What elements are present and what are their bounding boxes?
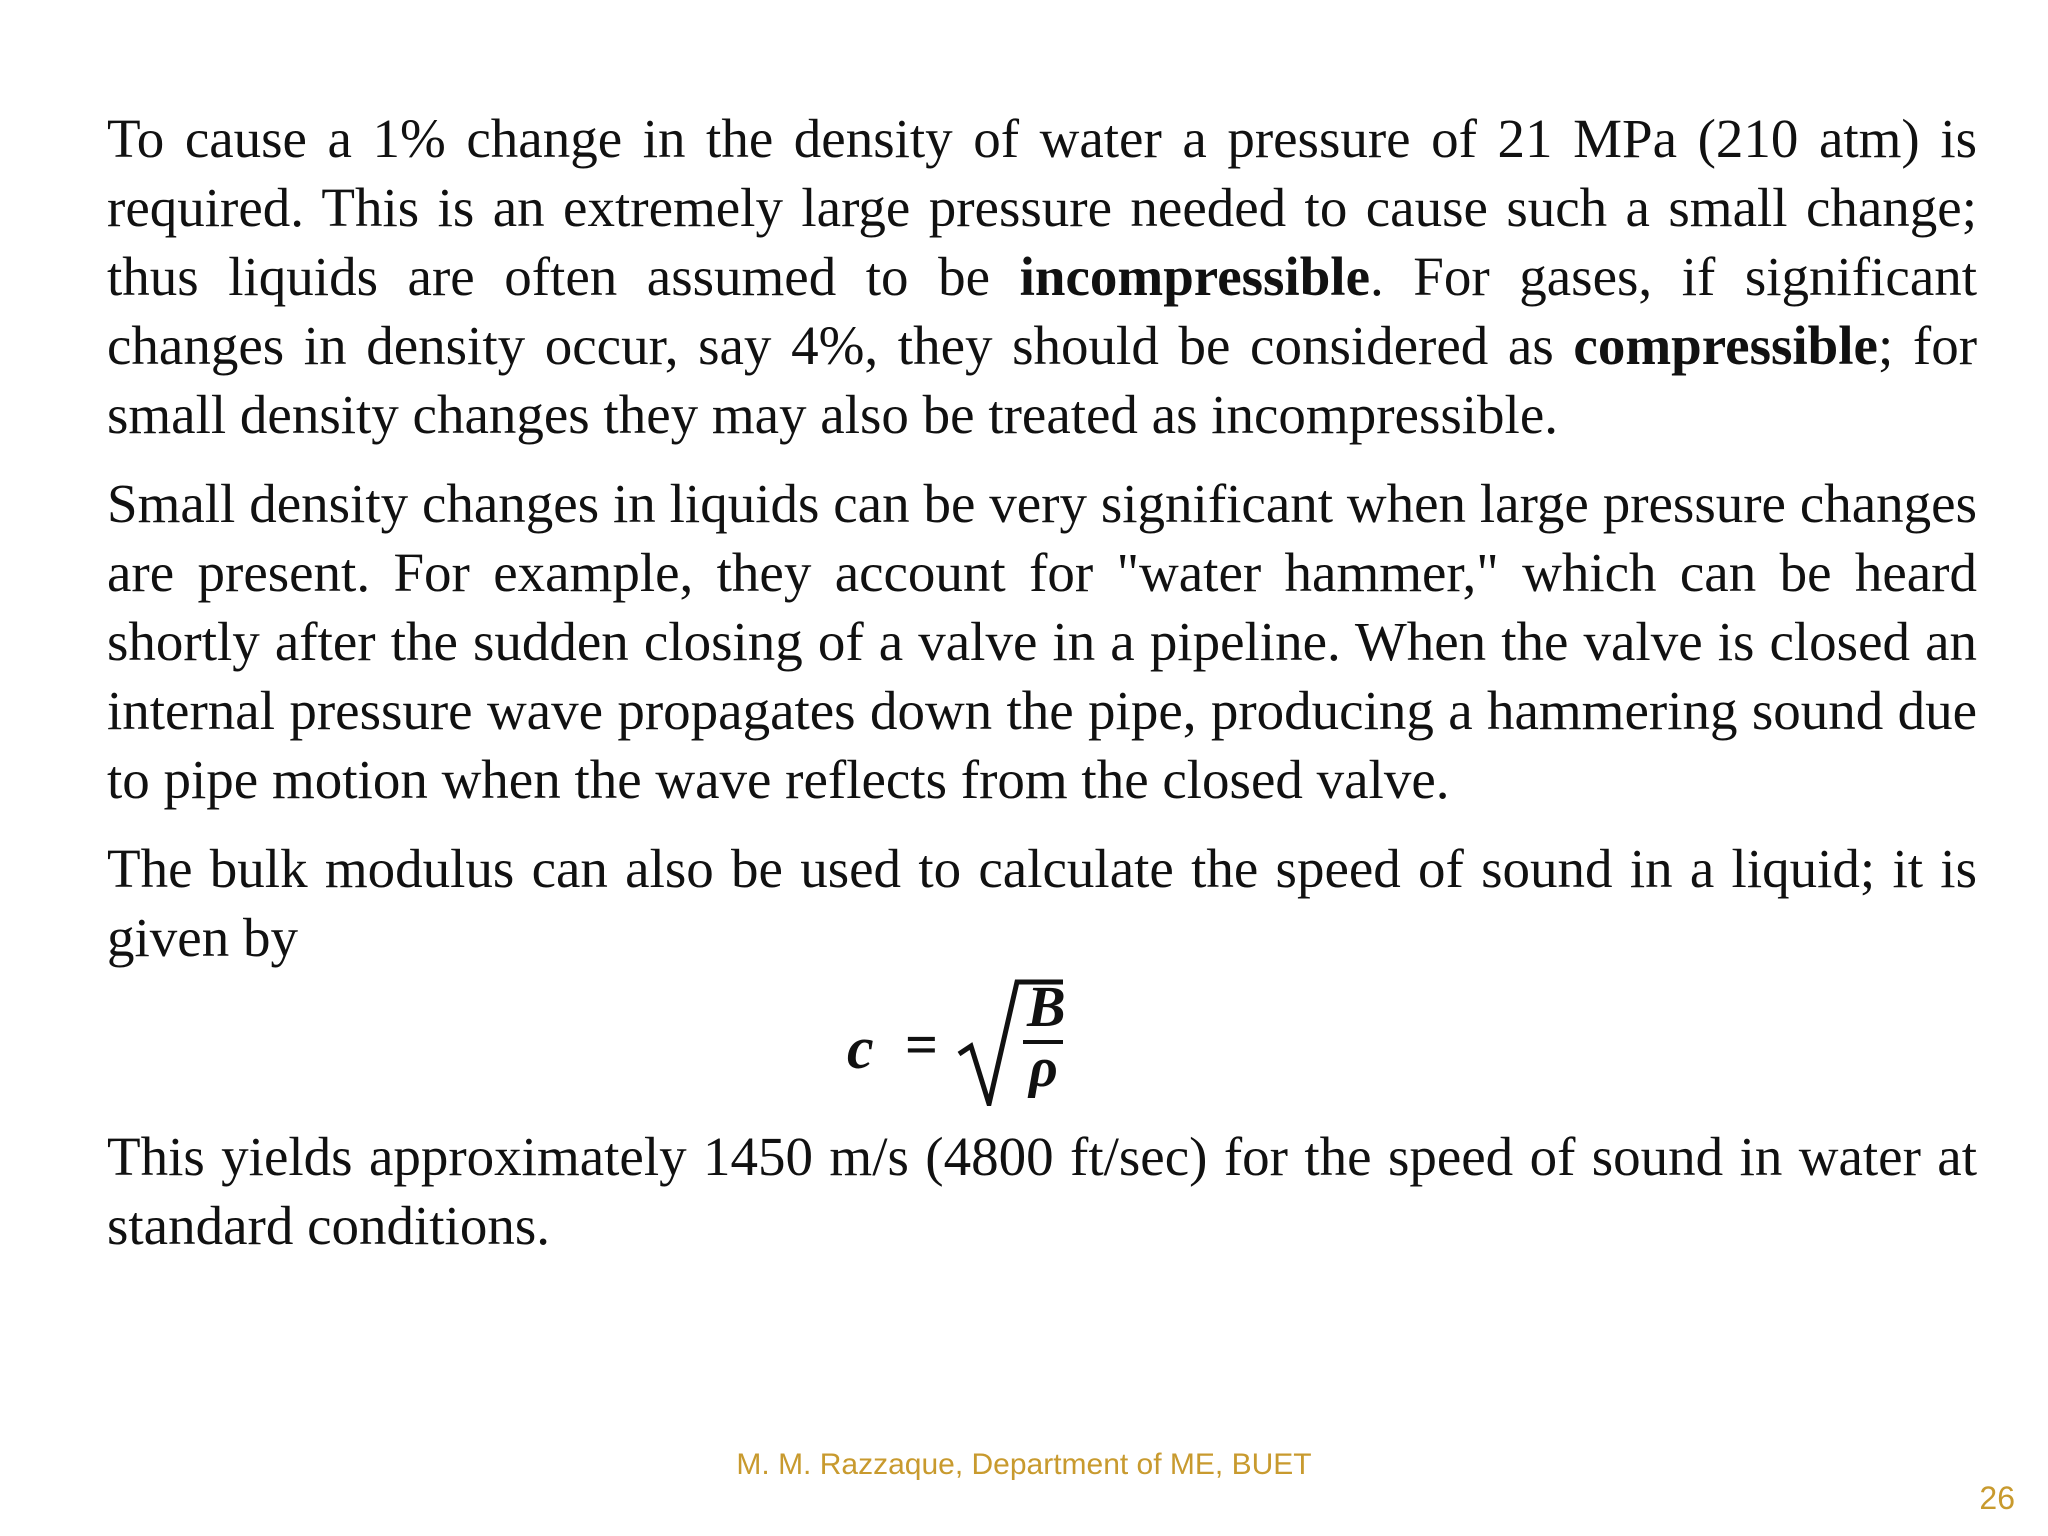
equation-speed-of-sound [107,972,1977,1122]
equation-body [847,972,1107,1122]
equation-lhs: c [847,1015,874,1081]
equation-numerator: B [1027,974,1066,1039]
p1-text-a: To cause a 1% change in the density of water a pressure of 21 MPa (210 atm) is required. This is an extremely large pressure needed to cause such a small change; thus liquids are often assumed to be [107,108,1977,307]
paragraph-result: This yields approximately 1450 m/s (4800 ft/sec) for the speed of sound in water at standard conditions. [107,1126,1977,1256]
equation-denominator: ρ [1029,1037,1058,1099]
p1-text-e: ; for small density changes they may also be treated as incompressible. [107,315,1978,445]
paragraph-water-hammer: Small density changes in liquids can be very significant when large pressure changes are present. For example, they account for "water hammer," which can be heard shortly after the sudden closing of a valve in a pipeline. When the valve is closed an internal pressure wave propagates down the pipe, producing a hammering sound due to pipe motion when the wave reflects from the closed valve. [107,473,1977,810]
term-compressible: compressible [1573,315,1878,376]
slide-body [107,104,1977,1260]
page-number: 26 [1979,1480,2015,1516]
footer-author: M. M. Razzaque, Department of ME, BUET [736,1448,1312,1481]
paragraph-speed-of-sound: The bulk modulus can also be used to calculate the speed of sound in a liquid; it is given by [107,838,1977,968]
paragraph-compressibility [107,104,1977,449]
equation-equals-sign: = [905,1012,939,1077]
p1-text-c: . For gases, if significant changes in density occur, say 4%, they should be considered as [107,246,1978,376]
term-incompressible: incompressible [1019,246,1370,307]
